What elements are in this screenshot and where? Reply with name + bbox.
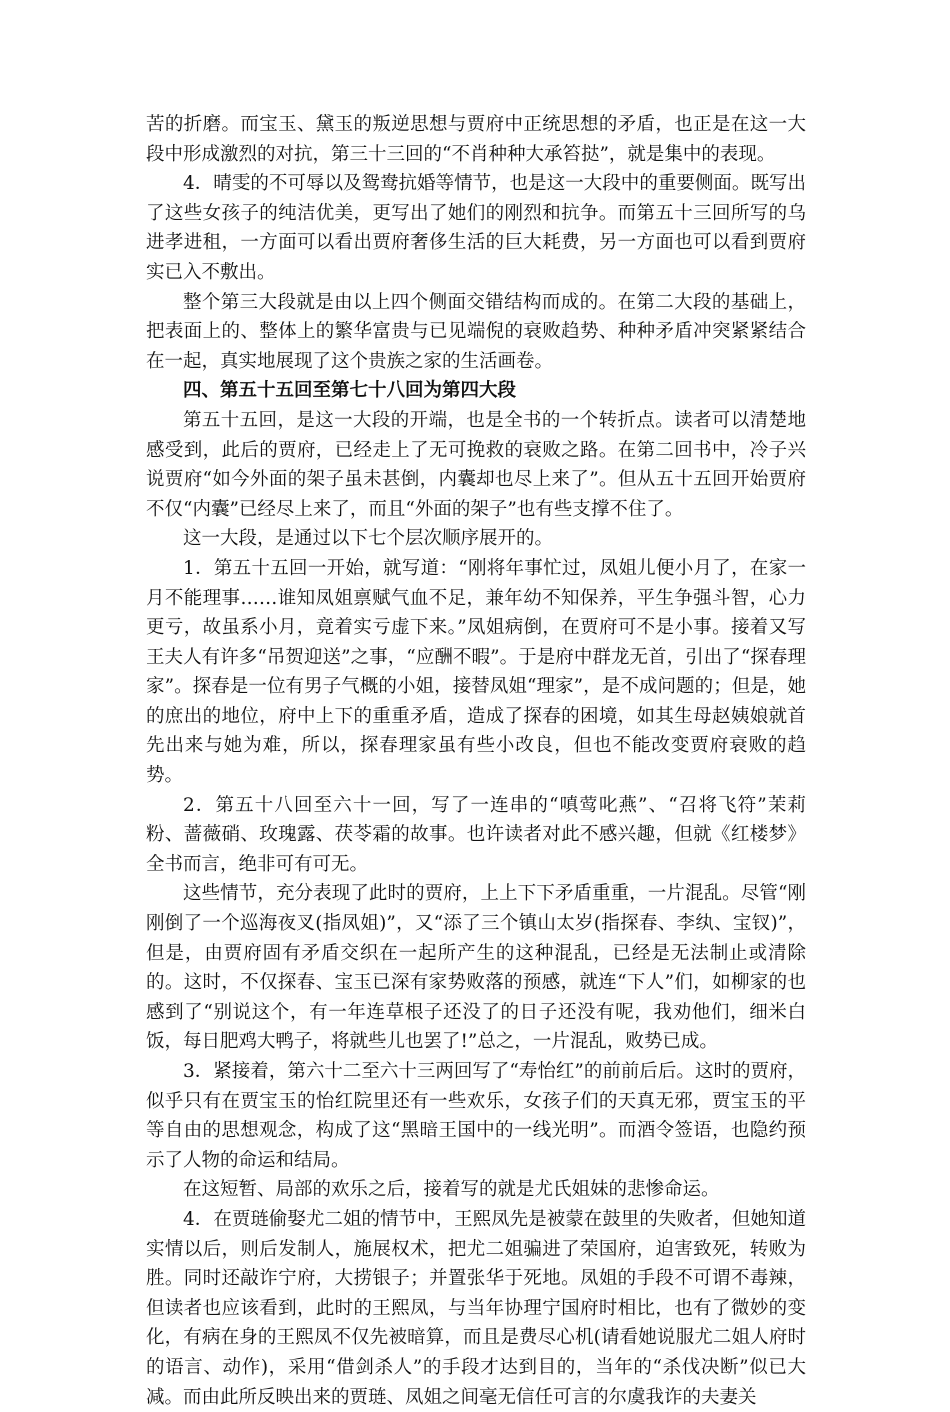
paragraph-point-3-birthday: 3．紧接着，第六十二至六十三两回写了“寿怡红”的前前后后。这时的贾府，似乎只有在贾宝玉的怡红院里还有一些欢乐，女孩子们的天真无邪，贾宝玉的平等自由的思想观念，构成了这“黑暗王国中的一线光明”。而酒令签语，也隐约预示了人物的命运和结局。 [146,1061,806,1171]
section-heading-4: 四、第五十五回至第七十八回为第四大段 [183,380,517,402]
document-body [146,110,806,1412]
paragraph-section-3-summary: 整个第三大段就是由以上四个侧面交错结构而成的。在第二大段的基础上，把表面上的、整体上的繁华富贵与已见端倪的衰败趋势、种种矛盾冲突紧紧结合在一起，真实地展现了这个贵族之家的生活画卷。 [146,291,806,372]
paragraph-point-2-chapters-58-61: 2．第五十八回至六十一回，写了一连串的“嗔莺叱燕”、“召将飞符”茉莉粉、蔷薇硝、玫瑰露、茯苓霜的故事。也许读者对此不感兴趣，但就《红楼梦》全书而言，绝非可有可无。 [146,794,806,875]
paragraph-you-sisters: 在这短暂、局部的欢乐之后，接着写的就是尤氏姐妹的悲惨命运。 [183,1179,720,1201]
paragraph-point-1-tanchun: 1．第五十五回一开始，就写道：“刚将年事忙过，凤姐儿便小月了，在家一月不能理事……谁知凤姐禀赋气血不足，兼年幼不知保养，平生争强斗智，心力更亏，故虽系小月，竟着实亏虚下来。”凤姐病倒，在贾府可不是小事。接着又写王夫人有许多“吊贺迎送”之事，“应酬不暇”。于是府中群龙无首，引出了“探春理家”。探春是一位有男子气概的小姐，接替凤姐“理家”，是不成问题的；但是，她的庶出的地位，府中上下的重重矛盾，造成了探春的困境，如其生母赵姨娘就首先出来与她为难，所以，探春理家虽有些小改良，但也不能改变贾府衰败的趋势。 [146,557,806,787]
paragraph-point-4-qingwen: 4．晴雯的不可辱以及鸳鸯抗婚等情节，也是这一大段中的重要侧面。既写出了这些女孩子的纯洁优美，更写出了她们的刚烈和抗争。而第五十三回所写的乌进孝进租，一方面可以看出贾府奢侈生活的巨大耗费，另一方面也可以看到贾府实已入不敷出。 [146,173,806,283]
paragraph-continuation: 苦的折磨。而宝玉、黛玉的叛逆思想与贾府中正统思想的矛盾，也正是在这一大段中形成激烈的对抗，第三十三回的“不肖种种大承笞挞”，就是集中的表现。 [146,114,806,165]
paragraph-seven-levels: 这一大段，是通过以下七个层次顺序展开的。 [183,528,554,550]
paragraph-chapter-55-intro: 第五十五回，是这一大段的开端，也是全书的一个转折点。读者可以清楚地感受到，此后的贾府，已经走上了无可挽救的衰败之路。在第二回书中，冷子兴说贾府“如今外面的架子虽未甚倒，内囊却也尽上来了”。但从五十五回开始贾府不仅“内囊”已经尽上来了，而且“外面的架子”也有些支撑不住了。 [146,409,806,520]
paragraph-chaos: 这些情节，充分表现了此时的贾府，上上下下矛盾重重，一片混乱。尽管“刚刚倒了一个巡海夜叉(指凤姐)”，又“添了三个镇山太岁(指探春、李纨、宝钗)”，但是，由贾府固有矛盾交织在一起所产生的这种混乱，已经是无法制止或清除的。这时，不仅探春、宝玉已深有家势败落的预感，就连“下人”们，如柳家的也感到了“别说这个，有一年连草根子还没了的日子还没有呢，我劝他们，细米白饭，每日肥鸡大鸭子，将就些儿也罢了!”总之，一片混乱，败势已成。 [146,883,806,1053]
paragraph-point-4-fengjie: 4．在贾琏偷娶尤二姐的情节中，王熙凤先是被蒙在鼓里的失败者，但她知道实情以后，则后发制人，施展权术，把尤二姐骗进了荣国府，迫害致死，转败为胜。同时还敲诈宁府，大捞银子；并置张华于死地。凤姐的手段不可谓不毒辣，但读者也应该看到，此时的王熙凤，与当年协理宁国府时相比，也有了微妙的变化，有病在身的王熙凤不仅先被暗算，而且是费尽心机(请看她说服尤二姐人府时的语言、动作)，采用“借剑杀人”的手段才达到目的，当年的“杀伐决断”似已大减。而由此所反映出来的贾琏、凤姐之间毫无信任可言的尔虞我诈的夫妻关 [146,1208,806,1408]
